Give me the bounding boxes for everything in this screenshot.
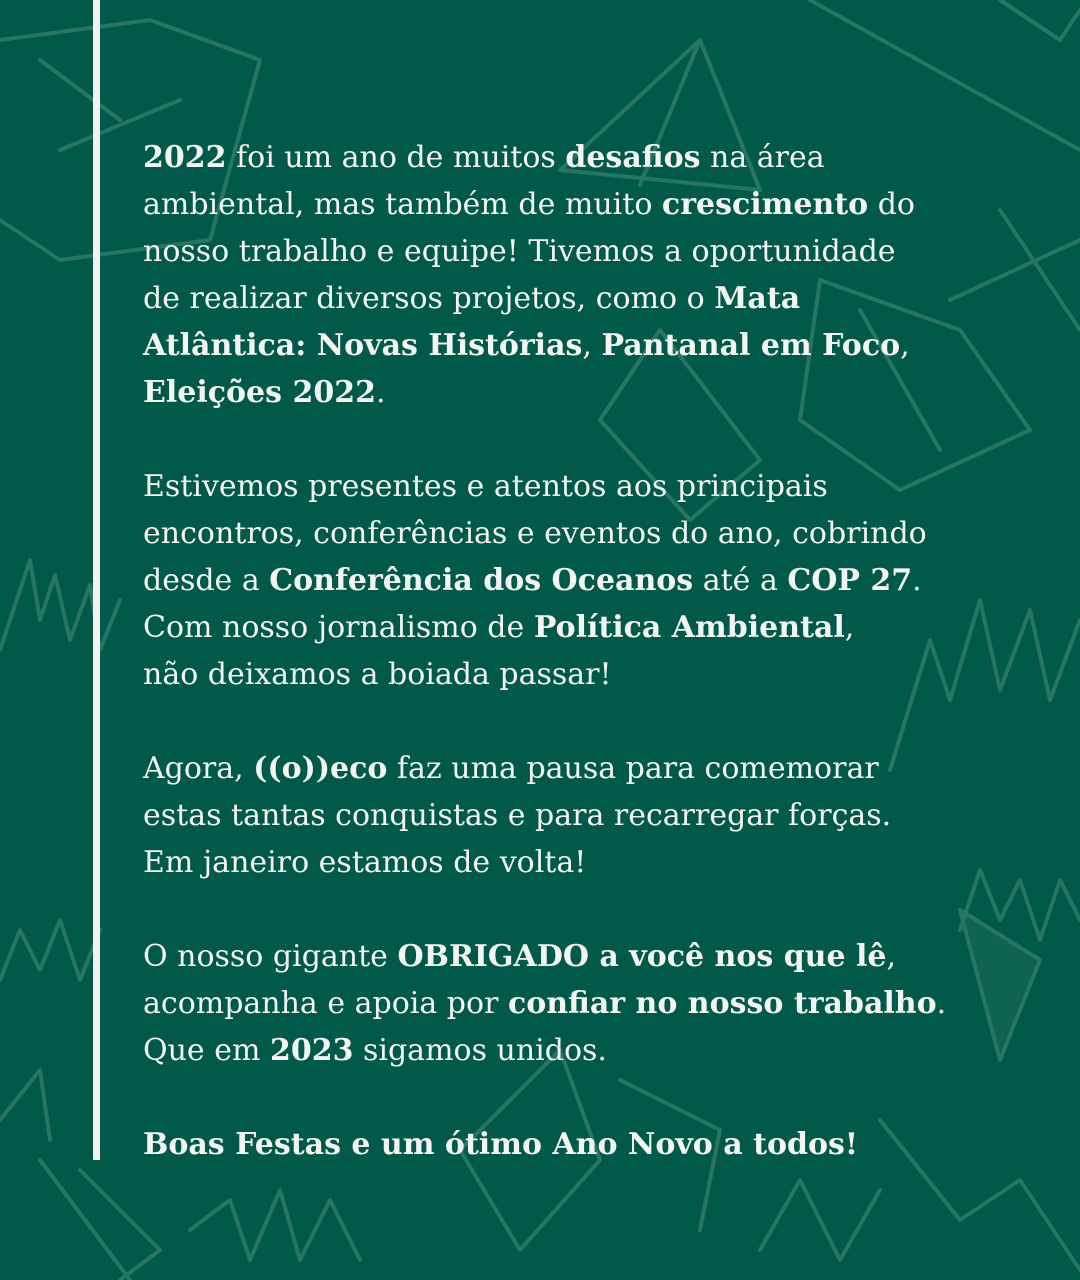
text: , xyxy=(886,939,897,974)
text: faz uma pausa para comemorar xyxy=(387,751,879,786)
text: do xyxy=(868,187,915,222)
text-line xyxy=(143,369,1023,416)
text: sigamos unidos. xyxy=(353,1033,607,1068)
text: acompanha e apoia por xyxy=(143,986,508,1021)
text: Com nosso jornalismo de xyxy=(143,610,534,645)
bold-text: Boas Festas e um ótimo Ano Novo a todos! xyxy=(143,1127,859,1162)
text-line xyxy=(143,510,1023,557)
text: . xyxy=(912,563,922,598)
leaf-doodle-icon xyxy=(40,1160,160,1280)
text-line xyxy=(143,1027,1023,1074)
year-end-message xyxy=(143,134,1023,1168)
text: estas tantas conquistas e para recarregar forças. xyxy=(143,798,892,833)
text-line xyxy=(143,839,1023,886)
bold-text: Pantanal em Foco xyxy=(601,328,901,363)
paragraph-greeting xyxy=(143,1121,1023,1168)
zigzag-doodle-icon xyxy=(0,920,100,980)
text: , xyxy=(582,328,602,363)
paragraph-coverage xyxy=(143,463,1023,698)
text-line xyxy=(143,1121,1023,1168)
text: até a xyxy=(693,563,788,598)
vertical-rule xyxy=(93,0,100,1160)
bold-text: 2022 xyxy=(143,140,227,175)
text: , xyxy=(900,328,910,363)
bold-text: Atlântica: Novas Histórias xyxy=(143,328,583,363)
text: . xyxy=(936,986,947,1021)
bold-text: ((o))eco xyxy=(253,751,388,786)
text-line xyxy=(143,322,1023,369)
paragraph-thanks xyxy=(143,933,1023,1074)
text-line xyxy=(143,604,1023,651)
bold-text: confiar no nosso trabalho xyxy=(507,986,937,1021)
bold-text: crescimento xyxy=(661,187,869,222)
text-line xyxy=(143,181,1023,228)
text: desde a xyxy=(143,563,270,598)
text: Em janeiro estamos de volta! xyxy=(143,845,587,880)
zigzag-doodle-icon xyxy=(0,560,120,650)
text: , xyxy=(844,610,855,645)
text-line xyxy=(143,651,1023,698)
text: nosso trabalho e equipe! Tivemos a oportunidade xyxy=(143,234,896,269)
paragraph-pause xyxy=(143,745,1023,886)
bold-text: Política Ambiental xyxy=(533,610,845,645)
bold-text: Conferência dos Oceanos xyxy=(269,563,694,598)
bold-text: Eleições 2022 xyxy=(143,375,376,410)
text-line xyxy=(143,557,1023,604)
text-line xyxy=(143,980,1023,1027)
text-line xyxy=(143,228,1023,275)
bold-text: OBRIGADO a você nos que lê xyxy=(397,939,887,974)
text: Estivemos presentes e atentos aos principais xyxy=(143,469,828,504)
bold-text: COP 27 xyxy=(787,563,913,598)
text-line xyxy=(143,745,1023,792)
text: na área xyxy=(700,140,825,175)
bold-text: 2023 xyxy=(269,1033,354,1068)
text: não deixamos a boiada passar! xyxy=(143,657,612,692)
text: . xyxy=(375,375,386,410)
text: foi um ano de muitos xyxy=(226,140,566,175)
text: Que em xyxy=(143,1033,270,1068)
text-line xyxy=(143,933,1023,980)
text-line xyxy=(143,792,1023,839)
text: ambiental, mas também de muito xyxy=(143,187,662,222)
text: de realizar diversos projetos, como o xyxy=(143,281,715,316)
text-line xyxy=(143,275,1023,322)
text: Agora, xyxy=(143,751,254,786)
text-line xyxy=(143,134,1023,181)
paragraph-2022-review xyxy=(143,134,1023,416)
bold-text: desafios xyxy=(565,140,701,175)
text: O nosso gigante xyxy=(143,939,398,974)
text: encontros, conferências e eventos do ano, cobrindo xyxy=(143,516,927,551)
bold-text: Mata xyxy=(714,281,801,316)
text-line xyxy=(143,463,1023,510)
